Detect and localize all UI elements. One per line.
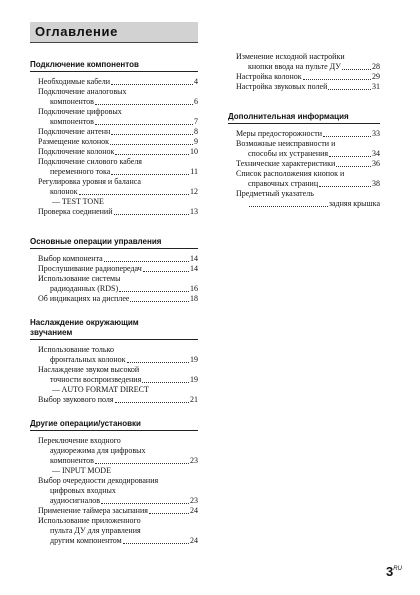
- toc-entry-title: Применение таймера засыпания: [38, 506, 148, 515]
- toc-section: [228, 52, 380, 92]
- toc-entry-page: 23: [190, 496, 198, 505]
- toc-entry[interactable]: [30, 274, 198, 284]
- toc-entry-title: Подключение цифровых: [38, 107, 122, 116]
- toc-entry[interactable]: [30, 385, 198, 395]
- toc-leader-dots: [95, 104, 193, 105]
- toc-entry-page: 11: [190, 167, 198, 176]
- toc-leader-dots: [95, 463, 189, 464]
- toc-leader-dots: [110, 144, 193, 145]
- toc-entry-title: Размещение колонок: [38, 137, 110, 146]
- toc-entry[interactable]: [30, 486, 198, 496]
- toc-entry[interactable]: [30, 254, 198, 264]
- toc-entry[interactable]: [228, 159, 380, 169]
- toc-entry-page: 19: [190, 375, 198, 384]
- toc-section: [228, 112, 380, 209]
- toc-entry-title: аудиорежима для цифровых: [50, 446, 146, 455]
- toc-entry-title: способы их устранения: [248, 149, 329, 158]
- toc-entry-page: 12: [190, 187, 198, 196]
- toc-entry-page: 21: [190, 395, 198, 404]
- toc-entry-page: 10: [190, 147, 198, 156]
- section-heading: Дополнительная информация: [228, 112, 380, 124]
- toc-leader-dots: [101, 503, 189, 504]
- toc-entry-title: Выбор компонента: [38, 254, 103, 263]
- toc-entry[interactable]: [30, 137, 198, 147]
- toc-entry-page: 9: [194, 137, 198, 146]
- toc-entry-title: другим компонентом: [50, 536, 122, 545]
- toc-section: [30, 419, 198, 546]
- toc-entry-title: колонок: [50, 187, 78, 196]
- toc-entry-title: радиоданных (RDS): [50, 284, 119, 293]
- toc-title-bar: [30, 22, 198, 43]
- toc-entry[interactable]: [30, 207, 198, 217]
- toc-entry[interactable]: [30, 506, 198, 516]
- toc-entry-page: 6: [194, 97, 198, 106]
- toc-entry[interactable]: [30, 97, 198, 107]
- toc-entry-title: компонентов: [50, 97, 94, 106]
- toc-entry-title: фронтальных колонок: [50, 355, 126, 364]
- toc-leader-dots: [328, 89, 371, 90]
- toc-leader-dots: [127, 362, 189, 363]
- toc-leader-dots: [342, 69, 371, 70]
- toc-entry[interactable]: [30, 107, 198, 117]
- toc-entry[interactable]: [30, 496, 198, 506]
- toc-entry[interactable]: [30, 284, 198, 294]
- toc-entry-title: компонентов: [50, 456, 94, 465]
- toc-entry-title: Технические характеристики: [236, 159, 336, 168]
- toc-entry[interactable]: [30, 264, 198, 274]
- toc-entry-title: справочных страниц: [248, 179, 319, 188]
- toc-entry-page: 14: [190, 254, 198, 263]
- toc-leader-dots: [115, 402, 189, 403]
- toc-entry-page: 4: [194, 77, 198, 86]
- toc-entry-title: Выбор очередности декодирования: [38, 476, 159, 485]
- toc-entry-title: Проверка соединений: [38, 207, 113, 216]
- toc-entry-page: 8: [194, 127, 198, 136]
- toc-entry-title: Подключение антенн: [38, 127, 111, 136]
- toc-entry-title: точности воспроизведения: [50, 375, 142, 384]
- toc-entry-title: Предметный указатель: [236, 189, 314, 198]
- toc-entry-title: Список расположения кнопок и: [236, 169, 345, 178]
- toc-entry-title: Настройка звуковых полей: [236, 82, 328, 91]
- section-heading: Подключение компонентов: [30, 60, 198, 72]
- toc-entry-page: 34: [372, 149, 380, 158]
- toc-entry[interactable]: [30, 197, 198, 207]
- toc-entry-title: Подключение аналоговых: [38, 87, 127, 96]
- toc-leader-dots: [115, 154, 189, 155]
- toc-leader-dots: [104, 261, 189, 262]
- toc-section: [30, 60, 198, 217]
- toc-entry-page: 24: [190, 536, 198, 545]
- toc-entry-title: Подключение силового кабеля: [38, 157, 142, 166]
- page-number: [386, 564, 402, 579]
- toc-entry-title: аудиосигналов: [50, 496, 100, 505]
- toc-entry[interactable]: [30, 466, 198, 476]
- toc-entry-title: Настройка колонок: [236, 72, 302, 81]
- toc-entry[interactable]: [30, 516, 198, 526]
- toc-leader-dots: [119, 291, 189, 292]
- toc-entry[interactable]: [30, 187, 198, 197]
- toc-entry[interactable]: [228, 199, 380, 209]
- toc-leader-dots: [329, 156, 371, 157]
- toc-leader-dots: [323, 136, 371, 137]
- toc-entry[interactable]: [228, 129, 380, 139]
- toc-entry-title: — TEST TONE: [52, 197, 104, 206]
- toc-entry-page: задняя крышка: [328, 199, 380, 208]
- section-heading: Наслаждение окружающим звучанием: [30, 318, 198, 340]
- toc-entry[interactable]: [228, 179, 380, 189]
- toc-entry[interactable]: [30, 355, 198, 365]
- toc-entry-page: 16: [190, 284, 198, 293]
- toc-entry-title: кнопки ввода на пульте ДУ: [248, 62, 341, 71]
- page-title: Оглавление: [35, 24, 118, 39]
- toc-entry-page: 33: [372, 129, 380, 138]
- toc-entry-title: Возможные неисправности и: [236, 139, 336, 148]
- toc-leader-dots: [95, 124, 193, 125]
- toc-leader-dots: [142, 382, 189, 383]
- toc-entry[interactable]: [30, 77, 198, 87]
- toc-leader-dots: [249, 206, 328, 207]
- toc-leader-dots: [336, 166, 371, 167]
- toc-entry-title: Использование системы: [38, 274, 121, 283]
- toc-leader-dots: [114, 214, 190, 215]
- toc-entry-page: 19: [190, 355, 198, 364]
- toc-entry-page: 18: [190, 294, 198, 303]
- toc-leader-dots: [303, 79, 371, 80]
- toc-entry-title: цифровых входных: [50, 486, 116, 495]
- toc-entry-title: Выбор звукового поля: [38, 395, 114, 404]
- toc-leader-dots: [111, 84, 193, 85]
- toc-entry[interactable]: [228, 149, 380, 159]
- toc-entry[interactable]: [228, 169, 380, 179]
- toc-entry[interactable]: [30, 395, 198, 405]
- toc-entry[interactable]: [228, 62, 380, 72]
- toc-entry[interactable]: [30, 167, 198, 177]
- toc-entry-title: Необходимые кабели: [38, 77, 111, 86]
- toc-entry-page: 28: [372, 62, 380, 71]
- toc-entry[interactable]: [30, 536, 198, 546]
- toc-leader-dots: [319, 186, 371, 187]
- toc-entry-title: Переключение входного: [38, 436, 121, 445]
- toc-entry-title: Изменение исходной настройки: [236, 52, 345, 61]
- toc-entry[interactable]: [30, 476, 198, 486]
- toc-entry[interactable]: [30, 365, 198, 375]
- toc-leader-dots: [130, 301, 189, 302]
- toc-entry[interactable]: [228, 52, 380, 62]
- toc-entry[interactable]: [30, 375, 198, 385]
- toc-entry-title: Регулировка уровня и баланса: [38, 177, 141, 186]
- toc-entry-title: Подключение колонок: [38, 147, 115, 156]
- toc-entry-page: 14: [190, 264, 198, 273]
- toc-entry-page: 36: [372, 159, 380, 168]
- toc-entry[interactable]: [30, 117, 198, 127]
- toc-entry[interactable]: [228, 82, 380, 92]
- toc-entry[interactable]: [30, 127, 198, 137]
- toc-entry[interactable]: [228, 189, 380, 199]
- page-lang-label: RU: [393, 566, 402, 572]
- toc-entry[interactable]: [30, 177, 198, 187]
- toc-entry[interactable]: [30, 345, 198, 355]
- toc-entry-title: компонентов: [50, 117, 94, 126]
- toc-entry[interactable]: [30, 436, 198, 446]
- toc-entry[interactable]: [30, 147, 198, 157]
- toc-entry-title: — INPUT MODE: [52, 466, 111, 475]
- toc-entry-title: переменного тока: [50, 167, 111, 176]
- toc-entry-page: 29: [372, 72, 380, 81]
- toc-entry[interactable]: [30, 456, 198, 466]
- section-heading: Другие операции/установки: [30, 419, 198, 431]
- toc-entry-page: 38: [372, 179, 380, 188]
- toc-leader-dots: [111, 134, 193, 135]
- toc-section: [30, 318, 198, 405]
- toc-entry-title: Наслаждение звуком высокой: [38, 365, 140, 374]
- toc-leader-dots: [143, 271, 189, 272]
- toc-entry-title: пульта ДУ для управления: [50, 526, 141, 535]
- toc-entry[interactable]: [30, 294, 198, 304]
- toc-entry[interactable]: [30, 157, 198, 167]
- page-number-value: 3: [386, 564, 394, 579]
- toc-entry-title: Прослушивание радиопередач: [38, 264, 142, 273]
- toc-entry[interactable]: [30, 526, 198, 536]
- toc-entry-page: 31: [372, 82, 380, 91]
- toc-entry-page: 7: [194, 117, 198, 126]
- toc-entry[interactable]: [228, 72, 380, 82]
- toc-entry[interactable]: [228, 139, 380, 149]
- toc-leader-dots: [149, 513, 189, 514]
- toc-entry-title: Использование только: [38, 345, 114, 354]
- section-heading: Основные операции управления: [30, 237, 198, 249]
- toc-section: [30, 237, 198, 304]
- toc-entry[interactable]: [30, 87, 198, 97]
- toc-entry-title: Меры предосторожности: [236, 129, 323, 138]
- toc-leader-dots: [79, 194, 189, 195]
- toc-entry-title: Об индикациях на дисплее: [38, 294, 130, 303]
- toc-entry[interactable]: [30, 446, 198, 456]
- toc-leader-dots: [123, 543, 189, 544]
- toc-entry-title: — AUTO FORMAT DIRECT: [52, 385, 149, 394]
- toc-entry-title: Использование приложенного: [38, 516, 141, 525]
- toc-entry-page: 24: [190, 506, 198, 515]
- toc-entry-page: 23: [190, 456, 198, 465]
- toc-leader-dots: [111, 174, 189, 175]
- toc-entry-page: 13: [190, 207, 198, 216]
